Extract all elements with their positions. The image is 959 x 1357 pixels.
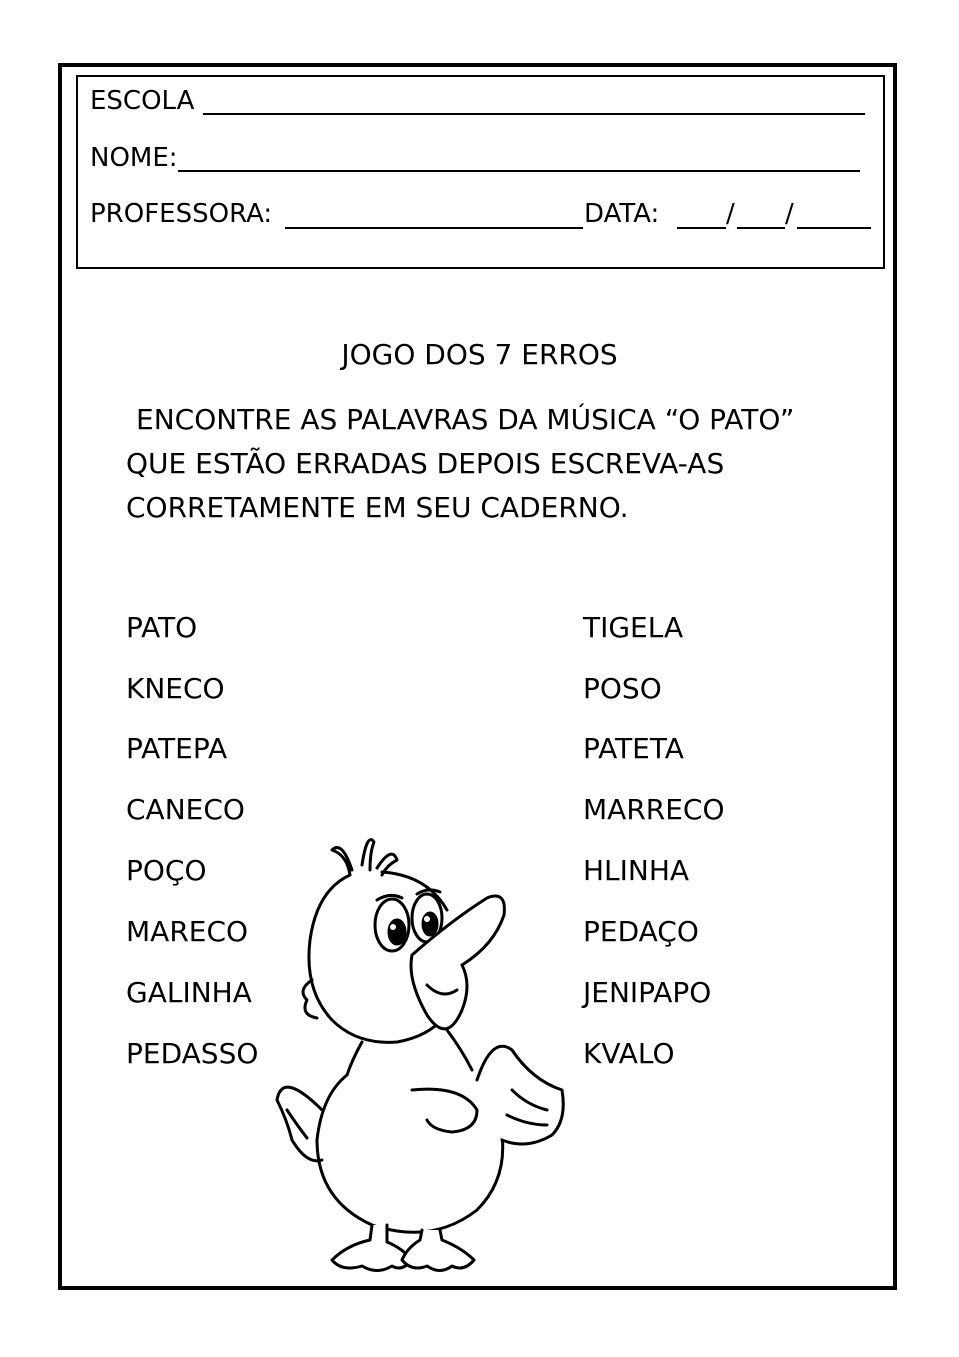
date-year-field[interactable]: [797, 227, 871, 229]
instructions-line: ENCONTRE AS PALAVRAS DA MÚSICA “O PATO”: [136, 403, 795, 436]
word-left: POÇO: [126, 854, 207, 887]
nome-field[interactable]: [178, 170, 860, 172]
instructions-line: QUE ESTÃO ERRADAS DEPOIS ESCREVA-AS: [126, 447, 725, 480]
word-right: HLINHA: [583, 854, 690, 887]
word-right: PATETA: [583, 732, 684, 765]
professora-field[interactable]: [285, 227, 583, 229]
word-left: PATEPA: [126, 732, 228, 765]
word-right: PEDAÇO: [583, 915, 699, 948]
data-label: DATA:: [584, 199, 660, 229]
professora-label: PROFESSORA:: [90, 199, 273, 229]
word-left: MARECO: [126, 915, 249, 948]
worksheet-title: JOGO DOS 7 ERROS: [341, 338, 618, 371]
instructions-line: CORRETAMENTE EM SEU CADERNO.: [126, 491, 629, 524]
escola-label: ESCOLA: [90, 86, 195, 116]
instructions: [126, 398, 886, 530]
word-left: KNECO: [126, 672, 225, 705]
date-month-field[interactable]: [737, 227, 785, 229]
word-left: PEDASSO: [126, 1037, 259, 1070]
word-right: KVALO: [583, 1037, 675, 1070]
word-right: JENIPAPO: [583, 976, 712, 1009]
date-separator: /: [726, 199, 735, 229]
duck-illustration: [262, 820, 572, 1280]
header-box: [76, 75, 885, 269]
date-day-field[interactable]: [677, 227, 726, 229]
word-left: PATO: [126, 611, 198, 644]
word-left: GALINHA: [126, 976, 252, 1009]
nome-label: NOME:: [90, 143, 178, 173]
escola-field[interactable]: [203, 113, 865, 115]
word-right: POSO: [583, 672, 662, 705]
word-left: CANECO: [126, 793, 245, 826]
word-right: MARRECO: [583, 793, 725, 826]
date-separator: /: [785, 199, 794, 229]
word-right: TIGELA: [583, 611, 684, 644]
